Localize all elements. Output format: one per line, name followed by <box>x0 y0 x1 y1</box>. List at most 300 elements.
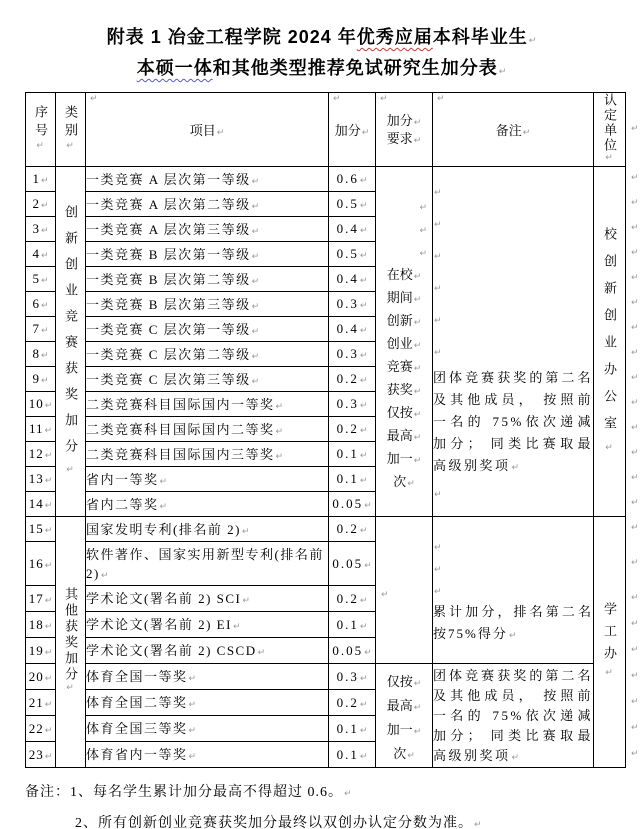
row-no: 4 <box>32 246 40 261</box>
paragraph-mark: ↵ <box>413 272 422 282</box>
item-cell <box>86 317 329 342</box>
requirement-line: 最高↵ <box>386 697 422 713</box>
row-no: 19 <box>28 642 44 658</box>
row-no-cell <box>26 317 56 342</box>
paragraph-mark: ↵ <box>40 251 49 261</box>
paragraph-mark: ↵ <box>251 301 260 312</box>
item-label: 省内二等奖 <box>86 496 159 512</box>
paragraph-mark: ↵ <box>498 67 507 77</box>
paragraph-mark: ↵ <box>631 173 639 183</box>
empty-line <box>433 207 593 239</box>
requirement-line: 获奖↵ <box>386 382 422 397</box>
row-no: 13 <box>28 471 44 486</box>
paragraph-mark: ↵ <box>434 283 442 294</box>
paragraph-mark: ↵ <box>511 462 520 473</box>
item-cell <box>86 586 329 612</box>
requirement-line: 仅按↵ <box>386 405 422 420</box>
empty-line <box>376 194 432 217</box>
item-cell <box>86 217 329 242</box>
note-text: 2、所有创新创业竞赛获奖加分最终以双创办认定分数为准。 <box>75 816 473 829</box>
item-cell <box>86 367 329 392</box>
col-header-requirement-line: 加分↵ <box>386 112 422 128</box>
item-cell <box>86 267 329 292</box>
col-header-category <box>56 93 86 167</box>
unit-cell <box>594 167 626 517</box>
col-header-no <box>26 93 56 167</box>
paragraph-mark: ↵ <box>413 318 422 328</box>
col-header-remark-label: 备注 <box>495 123 522 138</box>
remark-text: 累计加分，排名第二名按75%得分↵ <box>433 604 593 641</box>
score-cell <box>329 586 376 612</box>
row-no: 18 <box>28 616 44 632</box>
paragraph-mark: ↵ <box>434 543 442 553</box>
paragraph-mark: ↵ <box>631 448 639 458</box>
table-row <box>26 517 626 542</box>
item-cell <box>86 690 329 716</box>
paragraph-mark: ↵ <box>631 722 639 733</box>
requirement-cell <box>376 664 433 768</box>
notes-section <box>25 777 643 829</box>
paragraph-mark: ↵ <box>631 298 639 308</box>
score-cell <box>329 242 376 267</box>
row-no-cell <box>26 638 56 664</box>
paragraph-mark: ↵ <box>159 476 168 487</box>
item-cell <box>86 442 329 467</box>
row-no-cell <box>26 690 56 716</box>
item-cell <box>86 517 329 542</box>
remark-cell <box>433 167 594 517</box>
item-cell <box>86 664 329 690</box>
score-value: 0.05 <box>332 496 364 511</box>
row-no-cell <box>26 492 56 517</box>
category-label: 其他获奖加分↵ <box>63 587 78 693</box>
row-no: 23 <box>28 746 44 762</box>
remark-text: 团体竞赛获奖的第二名及其他成员， 按照前一名的 75%依次递减加分； 同类比赛取最高级别奖项↵ <box>433 667 593 763</box>
col-header-requirement-line: 要求↵ <box>386 130 422 146</box>
paragraph-mark: ↵ <box>251 276 260 287</box>
score-cell <box>329 217 376 242</box>
note-text: 1、每名学生累计加分最高不得超过 0.6。 <box>70 785 343 800</box>
paragraph-mark: ↵ <box>40 176 49 186</box>
score-cell <box>329 442 376 467</box>
row-no-cell <box>26 392 56 417</box>
col-header-no-label: 序号↵ <box>33 105 48 151</box>
paragraph-mark: ↵ <box>631 618 639 629</box>
item-label: 二类竞赛科目国际国内三等奖 <box>86 446 275 462</box>
empty-line <box>433 335 593 367</box>
doc-title-line-2 <box>0 53 643 84</box>
paragraph-mark: ↵ <box>434 315 442 326</box>
paragraph-mark: ↵ <box>419 203 427 213</box>
paragraph-mark: ↵ <box>413 678 422 689</box>
score-cell <box>329 467 376 492</box>
score-cell <box>329 716 376 742</box>
paragraph-mark: ↵ <box>359 401 368 411</box>
paragraph-mark: ↵ <box>631 473 639 483</box>
score-value: 0.4 <box>336 321 359 336</box>
score-cell <box>329 417 376 442</box>
item-label: 体育全国一等奖 <box>86 669 188 684</box>
score-cell <box>329 542 376 586</box>
note-line-1 <box>25 777 643 808</box>
score-value: 0.5 <box>336 246 359 261</box>
item-label: 学术论文(署名前 2) CSCD <box>86 643 257 658</box>
item-label: 体育全国三等奖 <box>86 721 188 736</box>
score-value: 0.6 <box>336 171 359 186</box>
score-cell <box>329 612 376 638</box>
paragraph-mark: ↵ <box>437 94 445 104</box>
notes-label: 备注： <box>25 785 70 800</box>
paragraph-mark: ↵ <box>359 176 368 186</box>
score-value: 0.2 <box>336 521 359 536</box>
row-no-cell <box>26 267 56 292</box>
row-no: 14 <box>28 496 44 511</box>
item-cell <box>86 742 329 768</box>
paragraph-mark: ↵ <box>188 674 197 684</box>
paragraph-mark: ↵ <box>474 820 482 829</box>
paragraph-mark: ↵ <box>522 128 531 138</box>
item-label: 省内一等奖 <box>86 471 159 487</box>
paragraph-mark: ↵ <box>275 426 284 437</box>
requirement-cell <box>376 517 433 664</box>
row-no-cell <box>26 417 56 442</box>
paragraph-mark: ↵ <box>216 128 225 138</box>
paragraph-mark: ↵ <box>511 752 520 763</box>
empty-line <box>376 217 432 240</box>
paragraph-mark: ↵ <box>40 351 49 361</box>
paragraph-mark: ↵ <box>631 373 639 383</box>
score-cell <box>329 392 376 417</box>
paragraph-mark: ↵ <box>413 433 422 443</box>
score-cell <box>329 492 376 517</box>
score-value: 0.05 <box>332 642 364 658</box>
header-row <box>26 93 626 167</box>
paragraph-mark: ↵ <box>40 201 49 211</box>
score-cell <box>329 167 376 192</box>
paragraph-mark: ↵ <box>251 326 260 337</box>
paragraph-mark: ↵ <box>434 219 442 230</box>
item-cell <box>86 392 329 417</box>
item-label: 体育省内一等奖 <box>86 747 188 762</box>
score-value: 0.2 <box>336 590 359 606</box>
score-value: 0.2 <box>336 421 359 436</box>
paragraph-mark: ↵ <box>413 341 422 351</box>
note-line-2 <box>25 808 643 829</box>
paragraph-mark: ↵ <box>44 501 53 511</box>
paragraph-mark: ↵ <box>434 251 442 262</box>
paragraph-mark: ↵ <box>40 376 49 386</box>
paragraph-mark: ↵ <box>364 560 372 571</box>
empty-line <box>433 175 593 207</box>
row-no-cell <box>26 217 56 242</box>
row-no: 6 <box>32 296 40 311</box>
item-cell <box>86 192 329 217</box>
score-value: 0.1 <box>336 446 359 461</box>
requirement-line: 竞赛↵ <box>386 359 422 374</box>
score-cell <box>329 517 376 542</box>
item-cell <box>86 417 329 442</box>
score-value: 0.4 <box>336 221 359 236</box>
paragraph-mark: ↵ <box>434 187 442 198</box>
score-cell <box>329 267 376 292</box>
paragraph-mark: ↵ <box>251 176 260 187</box>
item-label: 一类竞赛 A 层次第一等级 <box>86 171 251 187</box>
paragraph-mark: ↵ <box>434 565 442 575</box>
row-no: 10 <box>28 396 44 411</box>
paragraph-mark: ↵ <box>44 595 53 606</box>
requirement-cell <box>376 167 433 517</box>
paragraph-mark: ↵ <box>364 501 372 511</box>
paragraph-mark: ↵ <box>44 699 53 710</box>
requirement-line: 加一↵ <box>386 451 422 466</box>
paragraph-mark: ↵ <box>35 141 45 151</box>
paragraph-mark: ↵ <box>344 789 352 799</box>
paragraph-mark: ↵ <box>44 673 53 684</box>
row-no: 2 <box>32 196 40 211</box>
row-no-cell <box>26 517 56 542</box>
score-cell <box>329 317 376 342</box>
row-no: 16 <box>28 555 44 571</box>
paragraph-mark: ↵ <box>333 94 341 104</box>
item-cell <box>86 492 329 517</box>
item-label: 一类竞赛 C 层次第三等级 <box>86 371 251 387</box>
paragraph-mark: ↵ <box>631 592 639 603</box>
row-no-cell <box>26 192 56 217</box>
row-no-cell <box>26 342 56 367</box>
col-header-requirement <box>376 93 433 167</box>
item-cell <box>86 716 329 742</box>
paragraph-mark: ↵ <box>631 644 639 655</box>
paragraph-mark: ↵ <box>65 141 75 151</box>
paragraph-mark: ↵ <box>359 526 368 536</box>
score-value: 0.4 <box>336 271 359 286</box>
score-cell <box>329 638 376 664</box>
paragraph-mark: ↵ <box>44 725 53 736</box>
paragraph-mark: ↵ <box>413 410 422 420</box>
paragraph-mark: ↵ <box>434 587 442 597</box>
paragraph-mark: ↵ <box>419 226 427 236</box>
paragraph-mark: ↵ <box>44 751 53 762</box>
paragraph-mark: ↵ <box>359 326 368 336</box>
paragraph-mark: ↵ <box>359 426 368 436</box>
paragraph-mark: ↵ <box>631 198 639 208</box>
item-label: 二类竞赛科目国际国内二等奖 <box>86 421 275 437</box>
paragraph-mark: ↵ <box>604 153 614 163</box>
paragraph-mark: ↵ <box>413 726 422 737</box>
paragraph-mark: ↵ <box>631 557 639 568</box>
remark-cell <box>433 517 594 664</box>
paragraph-mark: ↵ <box>380 94 388 104</box>
paragraph-mark: ↵ <box>251 376 260 387</box>
row-no-cell <box>26 442 56 467</box>
title-text-spellcheck: 优秀应届 <box>356 27 433 47</box>
paragraph-mark: ↵ <box>251 251 260 262</box>
paragraph-mark: ↵ <box>359 621 368 632</box>
score-cell <box>329 192 376 217</box>
paragraph-mark: ↵ <box>359 201 368 211</box>
remark-cell <box>433 664 594 768</box>
item-label: 一类竞赛 A 层次第三等级 <box>86 221 251 237</box>
paragraph-mark: ↵ <box>65 464 75 475</box>
score-value: 0.3 <box>336 346 359 361</box>
col-header-unit-label: 认定单位↵ <box>602 93 617 163</box>
paragraph-mark: ↵ <box>359 673 368 684</box>
col-header-category-label: 类别↵ <box>63 105 78 151</box>
remark-text: 团体竞赛获奖的第二名及其他成员， 按照前一名的 75%依次递减加分； 同类比赛取最高级别奖项↵ <box>433 369 593 473</box>
paragraph-mark: ↵ <box>631 248 639 258</box>
item-cell <box>86 292 329 317</box>
paragraph-mark: ↵ <box>242 596 250 606</box>
row-no: 11 <box>28 421 44 436</box>
row-no: 3 <box>32 221 40 236</box>
paragraph-mark: ↵ <box>90 94 98 104</box>
paragraph-mark: ↵ <box>359 725 368 736</box>
paragraph-mark: ↵ <box>604 442 614 453</box>
item-cell <box>86 542 329 586</box>
paragraph-mark: ↵ <box>407 479 415 489</box>
score-value: 0.1 <box>336 616 359 632</box>
paragraph-mark: ↵ <box>359 595 368 606</box>
paragraph-mark: ↵ <box>413 387 422 397</box>
score-cell <box>329 342 376 367</box>
score-cell <box>329 292 376 317</box>
score-value: 0.1 <box>336 720 359 736</box>
row-no-cell <box>26 586 56 612</box>
table-row <box>26 664 626 690</box>
paragraph-mark: ↵ <box>188 726 197 736</box>
row-no-cell <box>26 664 56 690</box>
empty-line <box>433 579 593 601</box>
paragraph-mark: ↵ <box>359 376 368 386</box>
paragraph-mark: ↵ <box>631 748 639 759</box>
paragraph-mark: ↵ <box>631 223 639 233</box>
paragraph-mark: ↵ <box>407 750 415 761</box>
score-cell <box>329 690 376 716</box>
item-label: 一类竞赛 B 层次第三等级 <box>86 296 251 312</box>
row-no-cell <box>26 167 56 192</box>
paragraph-mark: ↵ <box>257 648 266 658</box>
title-text: 附表 1 冶金工程学院 2024 年 <box>106 27 357 47</box>
score-value: 0.1 <box>336 471 359 486</box>
paragraph-mark: ↵ <box>100 570 109 581</box>
item-cell <box>86 242 329 267</box>
paragraph-mark: ↵ <box>413 135 422 146</box>
score-cell <box>329 742 376 768</box>
requirement-line: 次↵ <box>393 474 415 489</box>
paragraph-mark: ↵ <box>232 622 241 632</box>
paragraph-mark: ↵ <box>528 36 537 46</box>
paragraph-mark: ↵ <box>434 489 442 500</box>
paragraph-mark: ↵ <box>434 347 442 358</box>
paragraph-mark: ↵ <box>241 526 250 537</box>
item-cell <box>86 167 329 192</box>
paragraph-mark: ↵ <box>631 696 639 707</box>
item-label: 软件著作、国家实用新型专利(排名前 2) <box>86 546 324 581</box>
item-label: 一类竞赛 B 层次第二等级 <box>86 271 251 287</box>
paragraph-mark: ↵ <box>359 451 368 461</box>
item-cell <box>86 342 329 367</box>
paragraph-mark: ↵ <box>251 351 260 362</box>
paragraph-mark: ↵ <box>359 301 368 311</box>
score-value: 0.3 <box>336 396 359 411</box>
paragraph-mark: ↵ <box>65 683 75 693</box>
paragraph-mark: ↵ <box>413 295 422 305</box>
empty-line <box>433 239 593 271</box>
item-label: 国家发明专利(排名前 2) <box>86 521 241 537</box>
title-text: 和其他类型推荐免试研究生加分表 <box>212 58 498 78</box>
score-value: 0.2 <box>336 371 359 386</box>
row-no-cell <box>26 292 56 317</box>
row-no: 5 <box>32 271 40 286</box>
paragraph-mark: ↵ <box>631 323 639 333</box>
title-text: 本科毕业生 <box>432 27 528 47</box>
paragraph-mark: ↵ <box>40 276 49 286</box>
paragraph-mark: ↵ <box>359 276 368 286</box>
row-no: 7 <box>32 321 40 336</box>
score-value: 0.2 <box>336 694 359 710</box>
paragraph-mark: ↵ <box>359 751 368 762</box>
paragraph-mark: ↵ <box>44 451 53 461</box>
paragraph-mark: ↵ <box>364 647 372 658</box>
row-no: 12 <box>28 446 44 461</box>
col-header-score-label: 加分 <box>334 123 361 138</box>
paragraph-mark: ↵ <box>631 670 639 681</box>
paragraph-mark: ↵ <box>159 501 168 512</box>
requirement-line: 加一↵ <box>386 721 422 737</box>
paragraph-mark: ↵ <box>631 123 639 134</box>
row-no-cell <box>26 467 56 492</box>
item-label: 一类竞赛 C 层次第二等级 <box>86 346 251 362</box>
category-cell <box>56 517 86 768</box>
empty-line <box>376 581 432 604</box>
title-text-spellcheck: 本硕一体 <box>136 58 213 78</box>
score-value: 0.5 <box>336 196 359 211</box>
paragraph-mark: ↵ <box>44 476 53 486</box>
item-cell <box>86 467 329 492</box>
score-value: 0.3 <box>336 668 359 684</box>
item-label: 一类竞赛 A 层次第二等级 <box>86 196 251 212</box>
col-header-unit <box>594 93 626 167</box>
empty-line <box>433 271 593 303</box>
paragraph-mark: ↵ <box>413 702 422 713</box>
unit-label: 学工办↵ <box>602 602 617 678</box>
requirement-line: 在校↵ <box>386 267 422 282</box>
paragraph-mark: ↵ <box>251 226 260 237</box>
doc-title-line-1 <box>0 22 643 53</box>
score-table <box>25 92 626 768</box>
paragraph-mark: ↵ <box>508 631 517 641</box>
row-no-cell <box>26 612 56 638</box>
paragraph-mark: ↵ <box>631 498 639 508</box>
paragraph-mark: ↵ <box>188 700 197 710</box>
row-no: 17 <box>28 590 44 606</box>
paragraph-mark: ↵ <box>40 326 49 336</box>
unit-label: 校创新创业办公室↵ <box>602 226 617 453</box>
paragraph-mark: ↵ <box>40 226 49 236</box>
requirement-line: 仅按↵ <box>386 673 422 689</box>
empty-line <box>433 535 593 557</box>
requirement-line: 创业↵ <box>386 336 422 351</box>
col-header-item <box>86 93 329 167</box>
empty-line <box>433 303 593 335</box>
row-no: 22 <box>28 720 44 736</box>
paragraph-mark: ↵ <box>631 423 639 433</box>
paragraph-mark: ↵ <box>631 273 639 283</box>
paragraph-mark: ↵ <box>188 752 197 762</box>
row-no: 9 <box>32 371 40 386</box>
paragraph-mark: ↵ <box>251 201 260 212</box>
row-no: 20 <box>28 668 44 684</box>
